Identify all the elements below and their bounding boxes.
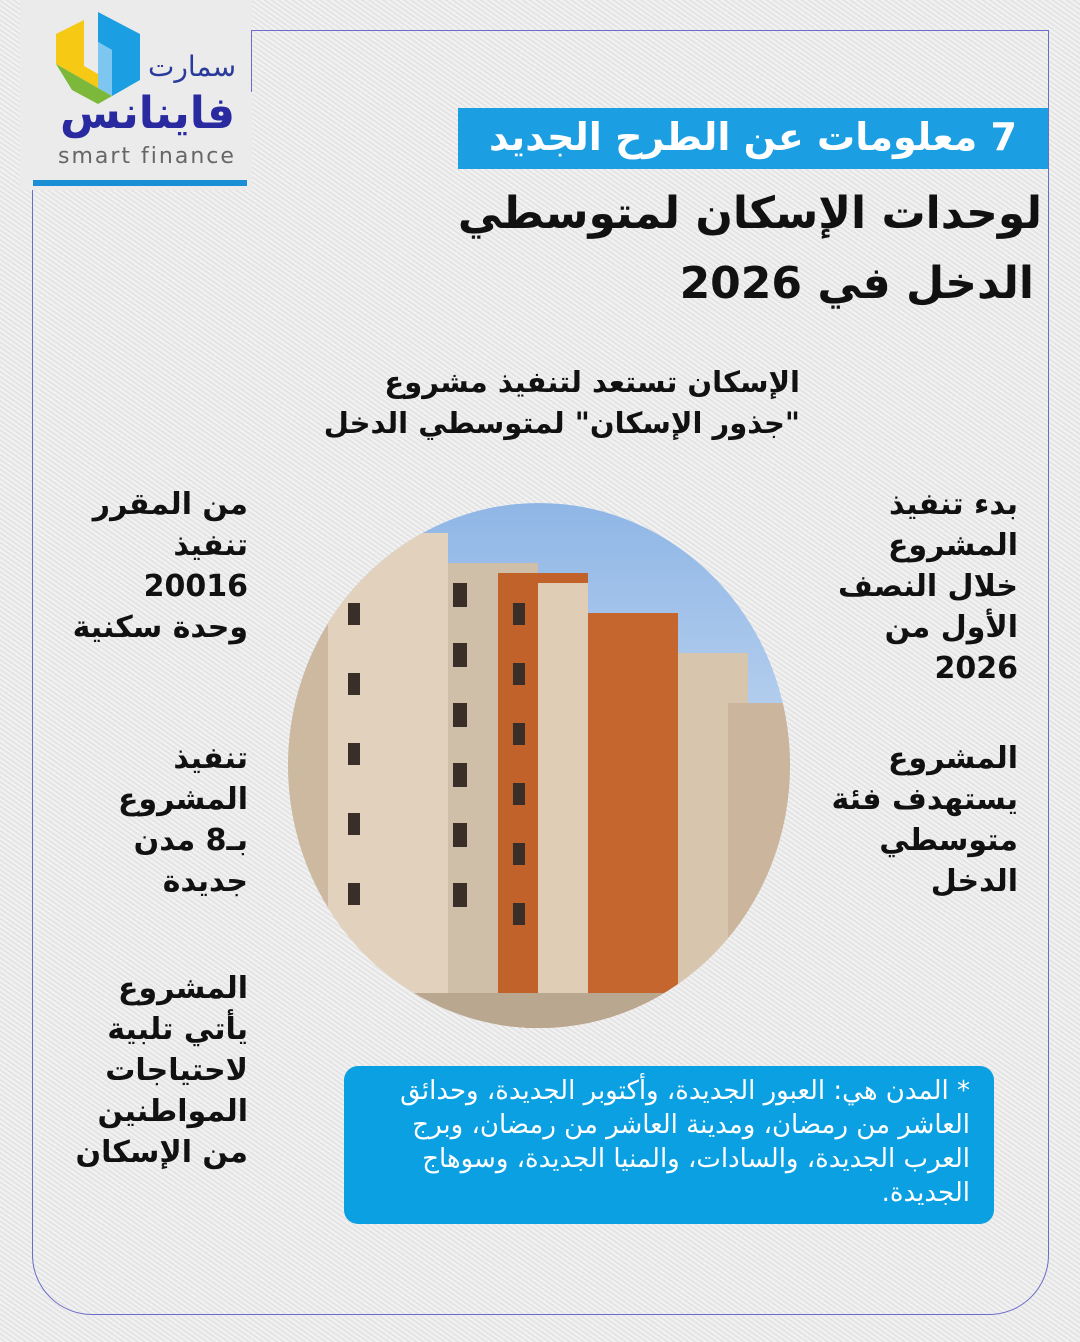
title-banner: 7 معلومات عن الطرح الجديد — [458, 108, 1048, 169]
title-line-2: لوحدات الإسكان لمتوسطي — [457, 188, 1042, 239]
logo-text-english: smart finance — [58, 144, 236, 169]
building-photo — [288, 503, 790, 1028]
logo-text-arabic-top: سمارت — [148, 50, 237, 83]
logo-divider — [251, 30, 252, 92]
fact-start-date: بدء تنفيذ المشروع خلال النصف الأول من 2026 — [838, 487, 1018, 686]
subtitle: الإسكان تستعد لتنفيذ مشروع "جذور الإسكان" لمتوسطي الدخل — [323, 365, 800, 440]
fact-cities: تنفيذ المشروع بـ8 مدن جديدة — [118, 741, 248, 899]
logo-underline — [33, 180, 247, 186]
fact-units: من المقرر تنفيذ 20016 وحدة سكنية — [72, 487, 248, 645]
logo-text-arabic-bottom: فاينانس — [60, 88, 236, 139]
fact-needs: المشروع يأتي تلبية لاحتياجات المواطنين من الإسكان — [75, 971, 248, 1170]
fact-target-group: المشروع يستهدف فئة متوسطي الدخل — [831, 741, 1018, 899]
cities-note: * المدن هي: العبور الجديدة، وأكتوبر الجديدة، وحدائق العاشر من رمضان، ومدينة العاشر من رمضان، وبرج العرب الجديدة، والسادات، والمنيا الجديدة، وسوهاج الجديدة. — [344, 1066, 994, 1224]
title-line-3: الدخل في 2026 — [679, 258, 1034, 309]
